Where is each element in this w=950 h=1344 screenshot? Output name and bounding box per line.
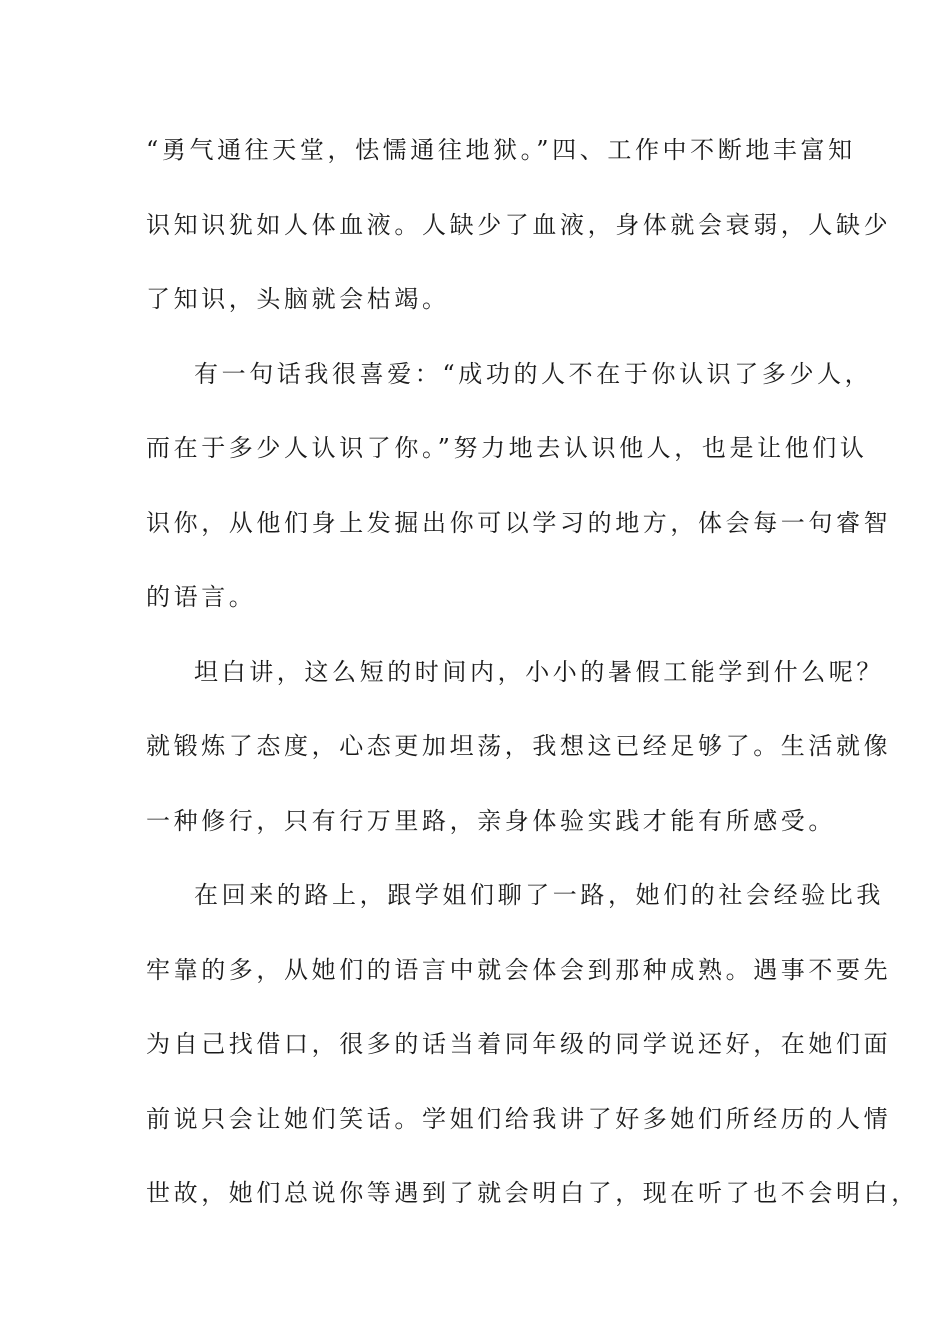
text-line: 一种修行，只有行万里路，亲身体验实践才能有所感受。 (146, 806, 836, 835)
text-line: 识你，从他们身上发掘出你可以学习的地方，体会每一句睿智 (146, 508, 892, 537)
text-line: 识知识犹如人体血液。人缺少了血液，身体就会衰弱，人缺少 (146, 210, 892, 239)
text-line: 为自己找借口，很多的话当着同年级的同学说还好，在她们面 (146, 1030, 892, 1058)
text-line: 在回来的路上，跟学姐们聊了一路，她们的社会经验比我 (194, 881, 884, 909)
text-line: 有一句话我很喜爱：“成功的人不在于你认识了多少人， (194, 359, 873, 388)
text-line: 牢靠的多，从她们的语言中就会体会到那种成熟。遇事不要先 (146, 955, 892, 984)
text-line: 就锻炼了态度，心态更加坦荡，我想这已经足够了。生活就像 (146, 732, 892, 760)
text-line: 世故，她们总说你等遇到了就会明白了，现在听了也不会明白， (146, 1179, 919, 1207)
text-line: 的语言。 (146, 583, 257, 611)
text-line: 而在于多少人认识了你。”努力地去认识他人，也是让他们认 (146, 434, 868, 462)
text-line: 了知识，头脑就会枯竭。 (146, 285, 450, 313)
text-line: 坦白讲，这么短的时间内，小小的暑假工能学到什么呢？ (194, 657, 884, 686)
text-line: 前说只会让她们笑话。学姐们给我讲了好多她们所经历的人情 (146, 1104, 892, 1133)
text-line: “勇气通往天堂，怯懦通往地狱。”四、工作中不断地丰富知 (146, 136, 856, 164)
body-text (146, 124, 919, 1242)
